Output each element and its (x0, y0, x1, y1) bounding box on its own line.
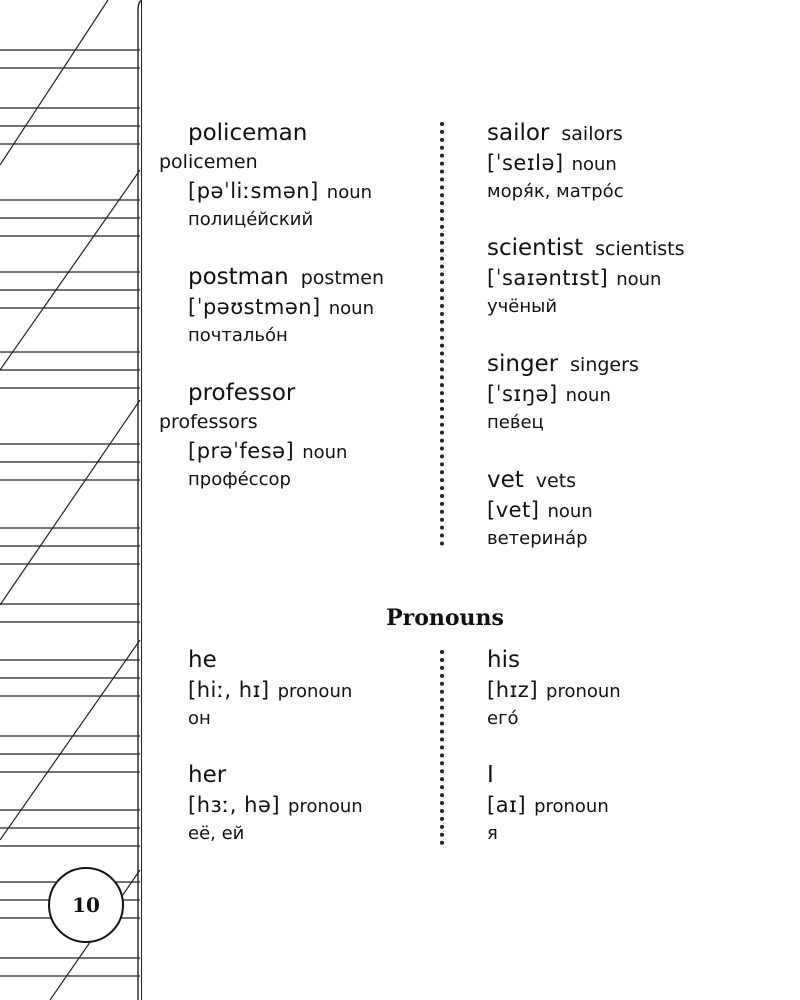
headword: sailor (487, 120, 550, 146)
entry-his (487, 649, 621, 728)
entry-scientist (487, 237, 685, 316)
column-divider (440, 650, 444, 845)
plural-form: singers (570, 354, 639, 376)
transcription: [aɪ] (487, 793, 527, 817)
transcription: [prəˈfesə] (188, 439, 295, 463)
plural-form: sailors (561, 123, 623, 145)
part-of-speech: pronoun (546, 681, 621, 702)
plural-form: professors (159, 411, 258, 433)
headword: I (487, 762, 494, 788)
part-of-speech: noun (547, 501, 593, 522)
plural-form: policemen (159, 151, 258, 173)
part-of-speech: noun (616, 269, 662, 290)
part-of-speech: noun (565, 385, 611, 406)
transcription: [hɪz] (487, 678, 539, 702)
entry-i (487, 764, 609, 843)
headword: vet (487, 467, 524, 493)
headword: professor (188, 380, 296, 406)
entry-vet (487, 469, 593, 548)
transcription: [ˈsɪŋə] (487, 382, 558, 406)
transcription: [ˈsaɪəntɪst] (487, 266, 609, 290)
column-divider (440, 122, 444, 546)
part-of-speech: pronoun (288, 796, 363, 817)
entry-her (188, 764, 363, 843)
headword: her (188, 762, 227, 788)
part-of-speech: pronoun (277, 681, 353, 702)
plural-form: postmen (300, 267, 385, 289)
transcription: [hɜː, hə] (188, 793, 281, 817)
plural-form: scientists (595, 238, 685, 260)
translation: моря́к, матро́с (487, 181, 624, 202)
transcription: [pəˈliːsmən] (188, 179, 319, 203)
entry-policeman (159, 122, 372, 229)
headword: singer (487, 351, 559, 377)
translation: учёный (487, 296, 558, 317)
translation: её, ей (188, 823, 245, 844)
transcription: [ˈpəʊstmən] (188, 295, 321, 319)
translation: он (188, 708, 211, 729)
translation: пев́ец (487, 412, 544, 433)
translation: почтальо́н (188, 325, 288, 346)
headword: policeman (188, 120, 308, 146)
page-number: 10 (48, 867, 124, 943)
transcription: [hiː, hɪ] (188, 678, 270, 702)
headword: his (487, 647, 520, 673)
transcription: [ˈseɪlə] (487, 151, 564, 175)
part-of-speech: noun (571, 154, 617, 175)
part-of-speech: noun (326, 182, 373, 203)
notebook-margin-decoration (0, 0, 142, 1000)
transcription: [vet] (487, 498, 540, 522)
headword: he (188, 647, 217, 673)
entry-he (188, 649, 352, 728)
section-title-pronouns: Pronouns (386, 605, 504, 631)
translation: ветерина́р (487, 528, 588, 549)
entry-professor (159, 382, 347, 489)
part-of-speech: pronoun (534, 796, 609, 817)
part-of-speech: noun (328, 298, 374, 319)
translation: полице́йский (188, 209, 314, 230)
headword: postman (188, 264, 289, 290)
part-of-speech: noun (302, 442, 348, 463)
translation: я (487, 823, 498, 844)
plural-form: vets (535, 470, 577, 492)
translation: его́ (487, 708, 519, 729)
translation: профе́ссор (188, 469, 291, 490)
entry-postman (188, 266, 384, 345)
entry-singer (487, 353, 639, 432)
headword: scientist (487, 235, 584, 261)
entry-sailor (487, 122, 624, 201)
